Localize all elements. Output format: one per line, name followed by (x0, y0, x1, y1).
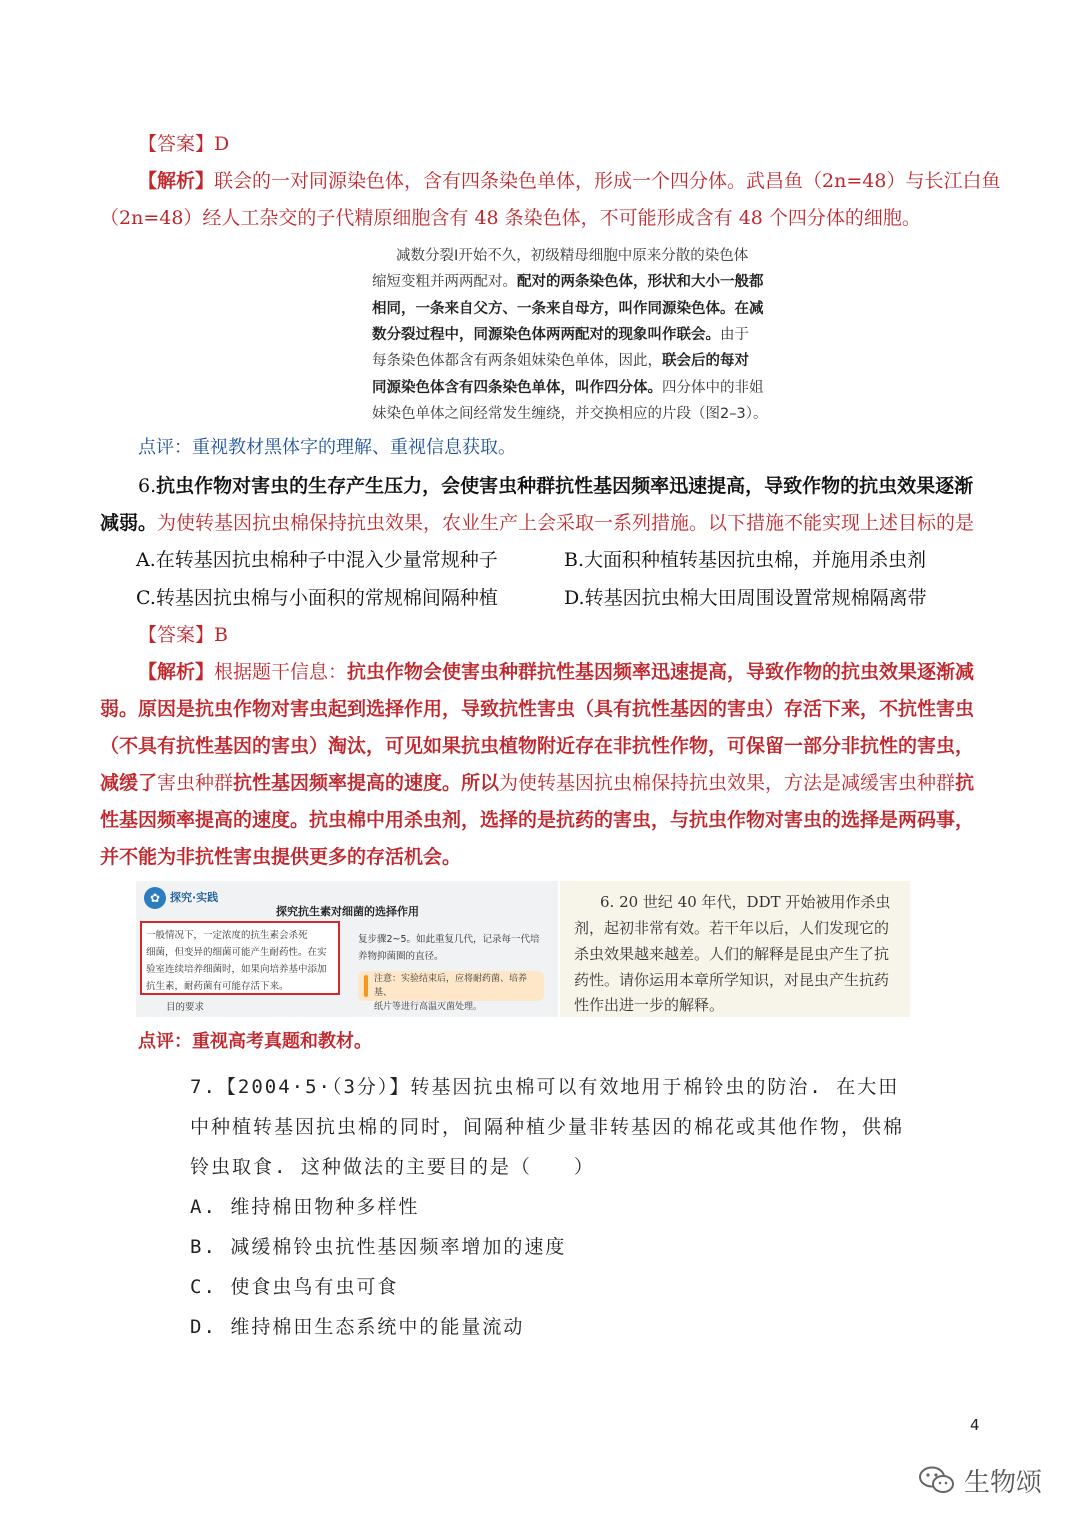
analysis-label: 【解析】 (138, 661, 215, 683)
analysis-bold: 抗性基因频率提高的速度。所以 (233, 772, 500, 794)
analysis-bold: 抗虫作物会使害虫种群抗性基因频率迅速提高，导致作物的抗虫效果逐渐减 (347, 661, 975, 683)
excerpt-bold: 在减 (734, 301, 764, 317)
steps-line: 复步骤2~5。如此重复几代，记录每一代培 (358, 934, 540, 945)
q7-line2: 中种植转基因抗虫棉的同时，间隔种植少量非转基因的棉花或其他作物，供棉 (190, 1116, 905, 1138)
ddt-line: 剂，起初非常有效。若干年以后，人们发现它的 (574, 919, 890, 937)
steps-line: 养物抑菌圈的直径。 (358, 951, 444, 962)
q6-option-d: D.转基因抗虫棉大田周围设置常规棉隔离带 (564, 587, 927, 609)
box-line: 细菌，但变异的细菌可能产生耐药性。在实 (146, 947, 327, 958)
excerpt-line (372, 323, 749, 344)
q7-option-c: C. 使食虫鸟有虫可食 (190, 1276, 399, 1298)
answer-label: 【答案】 (138, 624, 215, 646)
experiment-badge: 探究·实践 (170, 891, 219, 904)
prev-analysis-line2: （2n=48）经人工杂交的子代精原细胞含有 48 条染色体，不可能形成含有 48 个四分体的细胞。 (100, 207, 921, 229)
q6-stem-line1 (138, 474, 973, 498)
q7-option-a: A. 维持棉田物种多样性 (190, 1196, 420, 1218)
excerpt-line (372, 376, 764, 397)
q6-stem-bold: 减弱。 (100, 512, 158, 534)
comment-2: 点评：重视高考真题和教材。 (138, 1031, 372, 1052)
analysis-label: 【解析】 (138, 170, 215, 192)
note-line: 纸片等进行高温灭菌处理。 (374, 1002, 483, 1012)
page-number: 4 (970, 1416, 980, 1434)
excerpt-text: 由于 (720, 327, 749, 343)
q7-option-b: B. 减缓棉铃虫抗性基因频率增加的速度 (190, 1236, 567, 1258)
experiment-highlight-box (140, 921, 340, 995)
excerpt-line (372, 349, 749, 370)
excerpt-line (372, 270, 764, 291)
excerpt-bold: 相同，一条来自父方、一条来自母方，叫作同源染色体。 (372, 301, 735, 317)
excerpt-bold: 配对的两条染色体，形状和大小一般都 (517, 274, 764, 290)
watermark (918, 1462, 1042, 1498)
q6-stem-bold: 抗虫作物对害虫的生存产生压力，会使害虫种群抗性基因频率迅速提高，导致作物的抗虫效果逐渐 (156, 475, 974, 497)
experiment-steps (358, 931, 540, 965)
excerpt-text: 四分体中的非姐 (662, 380, 764, 396)
excerpt-line (372, 297, 764, 318)
q6-analysis-line5: 性基因频率提高的速度。抗虫棉中用杀虫剂，选择的是抗药的害虫，与抗虫作物对害虫的选择是两码事， (100, 809, 975, 831)
q7-line3: 铃虫取食. 这种做法的主要目的是（ ） (190, 1156, 595, 1178)
excerpt-text: 每条染色体都含有两条姐妹染色单体，因此， (372, 353, 662, 369)
analysis-bold: 减缓了 (100, 772, 158, 794)
watermark-text: 生物颂 (964, 1467, 1043, 1498)
ddt-line: 药性。请你运用本章所学知识，对昆虫产生抗药 (574, 971, 890, 989)
experiment-note (358, 971, 544, 1012)
answer-value: B (214, 624, 228, 646)
ddt-line: 杀虫效果越来越差。人们的解释是昆虫产生了抗 (574, 945, 890, 963)
ddt-line: 性作出进一步的解释。 (574, 996, 725, 1014)
experiment-purpose: 目的要求 (166, 1002, 205, 1013)
inset-experiment (136, 881, 558, 1017)
excerpt-bold: 数分裂过程中，同源染色体两两配对的现象叫作联会。 (372, 327, 720, 343)
excerpt-line: 妹染色单体之间经常发生缠绕，并交换相应的片段（图2–3）。 (372, 406, 768, 422)
q6-analysis-line1 (138, 660, 974, 684)
prev-analysis-line1 (138, 169, 1000, 193)
wechat-icon (918, 1465, 956, 1495)
box-line: 验室连续培养细菌时，如果向培养基中添加 (146, 964, 327, 975)
analysis-text: 害虫种群 (157, 772, 234, 794)
q7-option-d: D. 维持棉田生态系统中的能量流动 (190, 1316, 525, 1338)
q7-line1: 7.【2004·5·（3分）】转基因抗虫棉可以有效地用于棉铃虫的防治. 在大田 (190, 1076, 900, 1098)
analysis-text: 联会的一对同源染色体，含有四条染色单体，形成一个四分体。武昌鱼（2n=48）与长江白鱼 (214, 170, 1001, 192)
q6-number: 6. (138, 475, 157, 497)
prev-answer (138, 132, 229, 156)
q6-analysis-line6: 并不能为非抗性害虫提供更多的存活机会。 (100, 846, 462, 868)
q6-option-a: A.在转基因抗虫棉种子中混入少量常规种子 (136, 549, 498, 571)
q6-answer (138, 623, 228, 647)
q6-stem-red: 为使转基因抗虫棉保持抗虫效果，农业生产上会采取一系列措施。以下措施不能实现上述目标的是 (157, 512, 975, 534)
q6-option-b: B.大面积种植转基因抗虫棉，并施用杀虫剂 (564, 549, 927, 571)
comment-1: 点评：重视教材黑体字的理解、重视信息获取。 (138, 437, 516, 458)
box-line: 一般情况下，一定浓度的抗生素会杀死 (146, 930, 308, 941)
ddt-line: 6. 20 世纪 40 年代，DDT 开始被用作杀虫 (600, 893, 891, 911)
analysis-bold: 抗 (955, 772, 975, 794)
inset-ddt (560, 881, 910, 1017)
excerpt-bold: 同源染色体含有四条染色单体，叫作四分体。 (372, 380, 662, 396)
experiment-title: 探究抗生素对细菌的选择作用 (276, 905, 419, 918)
answer-label: 【答案】 (138, 133, 215, 155)
q6-analysis-line3: （不具有抗性基因的害虫）淘汰，可见如果抗虫植物附近存在非抗性作物，可保留一部分非抗性的害虫， (100, 735, 975, 757)
q6-stem-line2 (100, 511, 974, 535)
excerpt-text: 缩短变粗并两两配对。 (372, 274, 517, 290)
q6-analysis-line2: 弱。原因是抗虫作物对害虫起到选择作用，导致抗性害虫（具有抗性基因的害虫）存活下来，不抗性害虫 (100, 698, 975, 720)
q6-option-c: C.转基因抗虫棉与小面积的常规棉间隔种植 (136, 587, 498, 609)
analysis-text: 为使转基因抗虫棉保持抗虫效果，方法是减缓害虫种群 (499, 772, 956, 794)
note-line: 注意：实验结束后，应将耐药菌、培养基、 (374, 974, 528, 998)
q6-analysis-line4 (100, 771, 974, 795)
experiment-icon: ✿ (144, 887, 166, 909)
box-line: 抗生素，耐药菌有可能存活下来。 (146, 981, 289, 992)
excerpt-bold: 联会后的每对 (662, 353, 749, 369)
analysis-intro: 根据题干信息： (214, 661, 348, 683)
answer-value: D (214, 133, 230, 155)
excerpt-line: 减数分裂Ⅰ开始不久，初级精母细胞中原来分散的染色体 (396, 248, 749, 264)
note-bar (364, 975, 368, 997)
